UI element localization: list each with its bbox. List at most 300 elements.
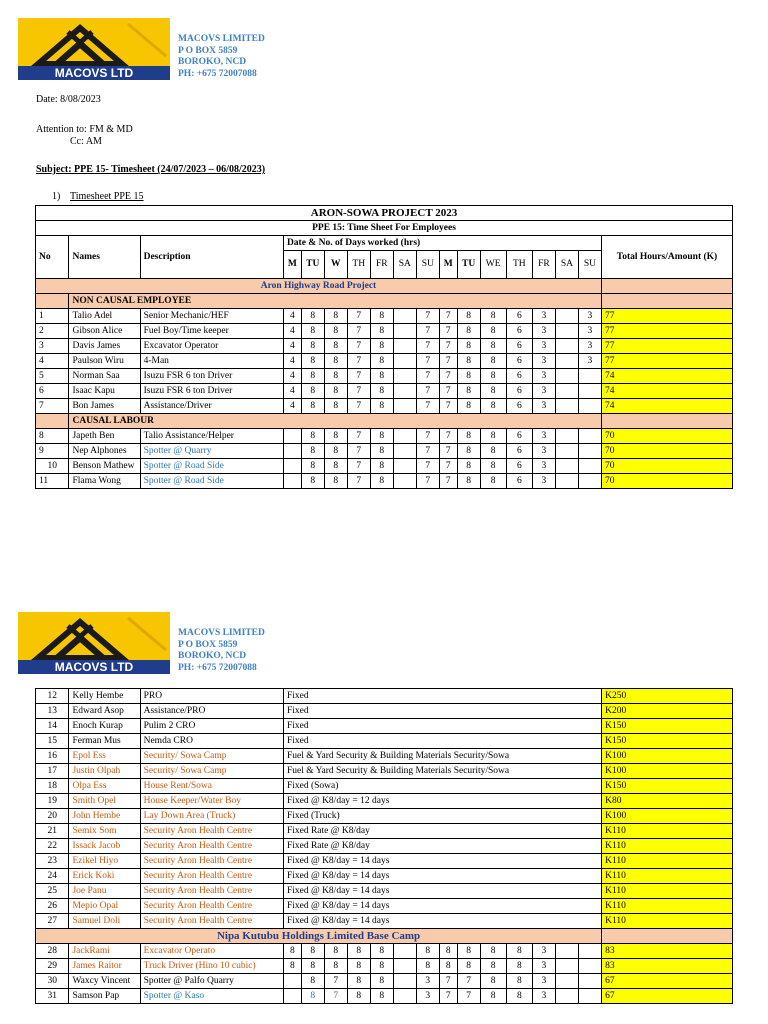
hours-cell: 3 bbox=[578, 354, 601, 369]
hours-cell: 8 bbox=[370, 309, 393, 324]
hours-cell: 7 bbox=[439, 474, 457, 489]
total-amount: 67 bbox=[602, 989, 733, 1004]
hours-cell: 7 bbox=[416, 429, 439, 444]
hours-cell: 8 bbox=[370, 459, 393, 474]
company-address bbox=[178, 628, 265, 674]
hours-cell: 8 bbox=[416, 959, 439, 974]
svg-text:MACOVS LTD: MACOVS LTD bbox=[54, 660, 134, 674]
company-box: P O BOX 5859 bbox=[178, 45, 238, 56]
hours-cell: 8 bbox=[480, 369, 506, 384]
hours-cell: 8 bbox=[480, 974, 506, 989]
table-row bbox=[36, 989, 733, 1004]
employee-description: Excavator Operator bbox=[140, 339, 283, 354]
hours-cell: 7 bbox=[439, 354, 457, 369]
employee-name: Edward Asop bbox=[69, 704, 140, 719]
hours-cell: 4 bbox=[283, 339, 301, 354]
hours-cell: 7 bbox=[416, 444, 439, 459]
table-row bbox=[36, 854, 733, 869]
hours-cell: 7 bbox=[416, 459, 439, 474]
hours-cell: 8 bbox=[324, 354, 347, 369]
hours-cell: 8 bbox=[370, 444, 393, 459]
total-amount: K110 bbox=[602, 914, 733, 929]
row-number: 20 bbox=[36, 809, 69, 824]
employee-description: Senior Mechanic/HEF bbox=[140, 309, 283, 324]
hours-cell: 8 bbox=[480, 959, 506, 974]
hours-cell: 8 bbox=[301, 369, 324, 384]
sheet-title: ARON-SOWA PROJECT 2023 bbox=[36, 206, 733, 221]
hours-cell bbox=[393, 444, 416, 459]
hours-cell bbox=[555, 354, 578, 369]
hours-cell: 6 bbox=[506, 459, 532, 474]
employee-description: Security Aron Health Centre bbox=[140, 884, 283, 899]
hours-cell: 8 bbox=[457, 354, 480, 369]
hours-cell: 8 bbox=[370, 429, 393, 444]
employee-name: Gibson Alice bbox=[69, 324, 140, 339]
hours-cell: 8 bbox=[283, 959, 301, 974]
hours-cell: 7 bbox=[439, 309, 457, 324]
total-amount: K110 bbox=[602, 869, 733, 884]
payment-note: Fixed @ K8/day = 14 days bbox=[283, 884, 601, 899]
hours-cell: 3 bbox=[532, 959, 555, 974]
day-header: W bbox=[324, 251, 347, 279]
hours-cell bbox=[393, 384, 416, 399]
row-number: 23 bbox=[36, 854, 69, 869]
table-row bbox=[36, 429, 733, 444]
hours-cell: 8 bbox=[457, 444, 480, 459]
hours-cell: 8 bbox=[324, 384, 347, 399]
employee-name: Enoch Kurap bbox=[69, 719, 140, 734]
table-row bbox=[36, 384, 733, 399]
table-row bbox=[36, 809, 733, 824]
total-amount: K110 bbox=[602, 899, 733, 914]
hours-cell bbox=[283, 429, 301, 444]
company-city: BOROKO, NCD bbox=[178, 651, 247, 661]
hours-cell: 7 bbox=[416, 399, 439, 414]
hours-cell bbox=[555, 989, 578, 1004]
svg-text:MACOVS LTD: MACOVS LTD bbox=[54, 66, 134, 80]
table-row bbox=[36, 734, 733, 749]
letter-date: Date: 8/08/2023 bbox=[36, 94, 101, 105]
table-row bbox=[36, 944, 733, 959]
employee-description: 4-Man bbox=[140, 354, 283, 369]
hours-cell: 7 bbox=[347, 309, 370, 324]
hours-cell: 8 bbox=[370, 474, 393, 489]
hours-cell: 8 bbox=[324, 339, 347, 354]
payment-note: Fixed bbox=[283, 719, 601, 734]
payment-note: Fixed Rate @ K8/day bbox=[283, 824, 601, 839]
company-city: BOROKO, NCD bbox=[178, 57, 247, 67]
hours-cell: 3 bbox=[578, 324, 601, 339]
employee-name: Smith Opel bbox=[69, 794, 140, 809]
total-amount: K80 bbox=[602, 794, 733, 809]
table-row bbox=[36, 794, 733, 809]
hours-cell bbox=[393, 989, 416, 1004]
row-number: 17 bbox=[36, 764, 69, 779]
hours-cell: 3 bbox=[532, 989, 555, 1004]
row-number: 22 bbox=[36, 839, 69, 854]
employee-name: Davis James bbox=[69, 339, 140, 354]
hours-cell bbox=[393, 399, 416, 414]
col-names: Names bbox=[69, 236, 140, 279]
hours-cell: 3 bbox=[416, 974, 439, 989]
hours-cell bbox=[555, 959, 578, 974]
hours-cell: 3 bbox=[532, 474, 555, 489]
hours-cell: 8 bbox=[347, 959, 370, 974]
payment-note: Fixed @ K8/day = 14 days bbox=[283, 899, 601, 914]
table-row bbox=[36, 749, 733, 764]
hours-cell: 8 bbox=[324, 324, 347, 339]
hours-cell: 8 bbox=[347, 989, 370, 1004]
day-header: M bbox=[439, 251, 457, 279]
hours-cell: 3 bbox=[532, 399, 555, 414]
hours-cell: 8 bbox=[457, 339, 480, 354]
employee-name: Erick Koki bbox=[69, 869, 140, 884]
hours-cell bbox=[578, 474, 601, 489]
employee-name: Samuel Doli bbox=[69, 914, 140, 929]
hours-cell: 7 bbox=[416, 324, 439, 339]
table-row bbox=[36, 459, 733, 474]
hours-cell: 8 bbox=[324, 459, 347, 474]
cc-line: Cc: AM bbox=[70, 136, 102, 147]
hours-cell: 8 bbox=[457, 959, 480, 974]
hours-cell: 4 bbox=[283, 384, 301, 399]
total-amount: 77 bbox=[601, 324, 732, 339]
hours-cell: 8 bbox=[370, 339, 393, 354]
hours-cell: 7 bbox=[416, 384, 439, 399]
hours-cell: 8 bbox=[370, 989, 393, 1004]
hours-cell: 7 bbox=[347, 429, 370, 444]
hours-cell: 8 bbox=[416, 944, 439, 959]
hours-cell bbox=[393, 974, 416, 989]
payment-note: Fixed Rate @ K8/day bbox=[283, 839, 601, 854]
employee-name: Issack Jacob bbox=[69, 839, 140, 854]
hours-cell bbox=[393, 309, 416, 324]
hours-cell: 8 bbox=[324, 444, 347, 459]
hours-cell bbox=[555, 429, 578, 444]
row-number: 28 bbox=[36, 944, 69, 959]
payment-note: Fuel & Yard Security & Building Materials Security/Sowa bbox=[283, 764, 601, 779]
attention-line: Attention to: FM & MD bbox=[36, 124, 133, 135]
hours-cell: 8 bbox=[370, 324, 393, 339]
employee-description: Security Aron Health Centre bbox=[140, 839, 283, 854]
hours-cell: 3 bbox=[532, 444, 555, 459]
table-row bbox=[36, 884, 733, 899]
row-number: 1 bbox=[36, 309, 69, 324]
hours-cell: 7 bbox=[416, 309, 439, 324]
employee-description: Spotter @ Kaso bbox=[140, 989, 283, 1004]
hours-cell: 8 bbox=[301, 339, 324, 354]
col-description: Description bbox=[140, 236, 283, 279]
day-header: SU bbox=[416, 251, 439, 279]
row-number: 7 bbox=[36, 399, 69, 414]
company-name: MACOVS LIMITED bbox=[178, 34, 265, 44]
hours-cell: 7 bbox=[439, 459, 457, 474]
hours-cell: 8 bbox=[457, 429, 480, 444]
hours-cell bbox=[578, 429, 601, 444]
employee-name: JackRami bbox=[69, 944, 140, 959]
employee-name: Samson Pap bbox=[69, 989, 140, 1004]
hours-cell: 3 bbox=[532, 369, 555, 384]
row-number: 12 bbox=[36, 689, 69, 704]
employee-description: Lay Down Area (Truck) bbox=[140, 809, 283, 824]
employee-name: John Hembe bbox=[69, 809, 140, 824]
total-amount: K250 bbox=[602, 689, 733, 704]
hours-cell: 7 bbox=[347, 324, 370, 339]
payment-note: Fixed bbox=[283, 689, 601, 704]
total-amount: K150 bbox=[602, 779, 733, 794]
table-row bbox=[36, 959, 733, 974]
hours-cell bbox=[393, 369, 416, 384]
hours-cell: 8 bbox=[506, 959, 532, 974]
employee-description: Talio Assistance/Helper bbox=[140, 429, 283, 444]
hours-cell: 3 bbox=[532, 324, 555, 339]
table-row bbox=[36, 764, 733, 779]
hours-cell: 7 bbox=[439, 384, 457, 399]
total-amount: K150 bbox=[602, 719, 733, 734]
row-number: 21 bbox=[36, 824, 69, 839]
company-logo bbox=[18, 612, 170, 674]
timesheet-table bbox=[35, 205, 733, 489]
table-row bbox=[36, 354, 733, 369]
hours-cell: 8 bbox=[480, 444, 506, 459]
day-header: FR bbox=[370, 251, 393, 279]
employee-name: Waxcy Vincent bbox=[69, 974, 140, 989]
total-amount: 77 bbox=[601, 339, 732, 354]
employee-description: Security Aron Health Centre bbox=[140, 824, 283, 839]
table-row bbox=[36, 914, 733, 929]
hours-cell: 3 bbox=[532, 974, 555, 989]
company-phone: PH: +675 72007088 bbox=[178, 662, 257, 673]
hours-cell: 8 bbox=[370, 974, 393, 989]
hours-cell bbox=[555, 974, 578, 989]
employee-name: Talio Adel bbox=[69, 309, 140, 324]
day-header: SA bbox=[393, 251, 416, 279]
hours-cell: 8 bbox=[324, 399, 347, 414]
hours-cell: 8 bbox=[370, 959, 393, 974]
hours-cell: 8 bbox=[457, 369, 480, 384]
hours-cell: 4 bbox=[283, 324, 301, 339]
row-number: 5 bbox=[36, 369, 69, 384]
employee-description: House Rent/Sowa bbox=[140, 779, 283, 794]
hours-cell: 6 bbox=[506, 369, 532, 384]
company-address bbox=[178, 34, 265, 80]
hours-cell bbox=[578, 989, 601, 1004]
group-causal: CAUSAL LABOUR bbox=[69, 414, 601, 429]
total-amount: K110 bbox=[602, 824, 733, 839]
employee-description: Fuel Boy/Time keeper bbox=[140, 324, 283, 339]
day-header: M bbox=[283, 251, 301, 279]
total-amount: 70 bbox=[601, 459, 732, 474]
hours-cell: 8 bbox=[457, 309, 480, 324]
employee-name: Mepio Opal bbox=[69, 899, 140, 914]
hours-cell bbox=[555, 944, 578, 959]
item-number: 1) bbox=[52, 191, 61, 202]
hours-cell: 8 bbox=[301, 309, 324, 324]
employee-name: Benson Mathew bbox=[69, 459, 140, 474]
hours-cell: 8 bbox=[480, 309, 506, 324]
row-number: 18 bbox=[36, 779, 69, 794]
row-number: 26 bbox=[36, 899, 69, 914]
hours-cell bbox=[555, 399, 578, 414]
total-amount: K100 bbox=[602, 809, 733, 824]
employee-name: Justin Olpah bbox=[69, 764, 140, 779]
employee-description: Security Aron Health Centre bbox=[140, 899, 283, 914]
row-number: 8 bbox=[36, 429, 69, 444]
table-row bbox=[36, 399, 733, 414]
timesheet-table-continued bbox=[35, 688, 733, 1004]
hours-cell: 7 bbox=[324, 989, 347, 1004]
total-amount: 70 bbox=[601, 429, 732, 444]
employee-description: Nemda CRO bbox=[140, 734, 283, 749]
hours-cell: 7 bbox=[347, 369, 370, 384]
employee-description: Excavator Operato bbox=[140, 944, 283, 959]
hours-cell: 3 bbox=[416, 989, 439, 1004]
hours-cell: 8 bbox=[301, 974, 324, 989]
hours-cell: 7 bbox=[347, 399, 370, 414]
hours-cell bbox=[283, 974, 301, 989]
total-amount: 83 bbox=[602, 944, 733, 959]
hours-cell: 7 bbox=[324, 974, 347, 989]
hours-cell: 3 bbox=[532, 384, 555, 399]
day-header: SU bbox=[578, 251, 601, 279]
table-row bbox=[36, 899, 733, 914]
day-header: TH bbox=[347, 251, 370, 279]
table-row bbox=[36, 719, 733, 734]
day-header: FR bbox=[532, 251, 555, 279]
row-number: 24 bbox=[36, 869, 69, 884]
hours-cell: 8 bbox=[457, 459, 480, 474]
hours-cell: 8 bbox=[506, 974, 532, 989]
hours-cell: 8 bbox=[324, 474, 347, 489]
table-row bbox=[36, 339, 733, 354]
total-amount: K110 bbox=[602, 839, 733, 854]
table-row bbox=[36, 779, 733, 794]
total-amount: K100 bbox=[602, 749, 733, 764]
camp-header: Nipa Kutubu Holdings Limited Base Camp bbox=[36, 929, 602, 944]
table-row bbox=[36, 324, 733, 339]
hours-cell bbox=[578, 944, 601, 959]
hours-cell bbox=[393, 429, 416, 444]
payment-note: Fixed @ K8/day = 14 days bbox=[283, 854, 601, 869]
row-number: 25 bbox=[36, 884, 69, 899]
hours-cell: 4 bbox=[283, 399, 301, 414]
hours-cell: 7 bbox=[439, 974, 457, 989]
hours-cell: 8 bbox=[301, 354, 324, 369]
row-number: 9 bbox=[36, 444, 69, 459]
total-amount: 67 bbox=[602, 974, 733, 989]
hours-cell: 6 bbox=[506, 354, 532, 369]
hours-cell: 8 bbox=[301, 959, 324, 974]
hours-cell: 8 bbox=[457, 944, 480, 959]
hours-cell: 8 bbox=[480, 354, 506, 369]
hours-cell bbox=[555, 474, 578, 489]
row-number: 30 bbox=[36, 974, 69, 989]
hours-cell: 6 bbox=[506, 444, 532, 459]
company-box: P O BOX 5859 bbox=[178, 639, 238, 650]
hours-cell: 7 bbox=[457, 974, 480, 989]
table-row bbox=[36, 309, 733, 324]
hours-cell: 3 bbox=[532, 339, 555, 354]
hours-cell: 6 bbox=[506, 384, 532, 399]
hours-cell: 8 bbox=[480, 399, 506, 414]
hours-cell: 7 bbox=[347, 354, 370, 369]
hours-cell: 8 bbox=[480, 989, 506, 1004]
row-number: 4 bbox=[36, 354, 69, 369]
payment-note: Fixed @ K8/day = 14 days bbox=[283, 914, 601, 929]
row-number: 3 bbox=[36, 339, 69, 354]
hours-cell: 3 bbox=[532, 309, 555, 324]
hours-cell: 6 bbox=[506, 474, 532, 489]
hours-cell: 7 bbox=[439, 399, 457, 414]
item-label: Timesheet PPE 15 bbox=[70, 191, 144, 202]
employee-name: Kelly Hembe bbox=[69, 689, 140, 704]
hours-cell bbox=[393, 324, 416, 339]
table-row bbox=[36, 704, 733, 719]
hours-cell bbox=[578, 369, 601, 384]
hours-cell: 8 bbox=[347, 944, 370, 959]
hours-cell: 3 bbox=[578, 339, 601, 354]
hours-cell: 7 bbox=[347, 459, 370, 474]
hours-cell: 8 bbox=[324, 369, 347, 384]
hours-cell: 8 bbox=[370, 369, 393, 384]
employee-name: Flama Wong bbox=[69, 474, 140, 489]
employee-name: Ezikel Hiyo bbox=[69, 854, 140, 869]
day-header: TU bbox=[457, 251, 480, 279]
employee-description: Spotter @ Quarry bbox=[140, 444, 283, 459]
row-number: 19 bbox=[36, 794, 69, 809]
hours-cell: 8 bbox=[301, 944, 324, 959]
hours-cell bbox=[393, 459, 416, 474]
hours-cell: 8 bbox=[480, 459, 506, 474]
hours-cell: 8 bbox=[347, 974, 370, 989]
hours-cell: 3 bbox=[532, 944, 555, 959]
row-number: 11 bbox=[36, 474, 69, 489]
hours-cell bbox=[393, 354, 416, 369]
row-number: 10 bbox=[36, 459, 69, 474]
date-header: Date & No. of Days worked (hrs) bbox=[283, 236, 601, 251]
hours-cell: 7 bbox=[416, 354, 439, 369]
hours-cell: 8 bbox=[439, 944, 457, 959]
hours-cell: 7 bbox=[439, 429, 457, 444]
row-number: 16 bbox=[36, 749, 69, 764]
row-number: 27 bbox=[36, 914, 69, 929]
employee-name: James Raitor bbox=[69, 959, 140, 974]
hours-cell: 8 bbox=[370, 384, 393, 399]
hours-cell bbox=[555, 309, 578, 324]
employee-name: Bon James bbox=[69, 399, 140, 414]
hours-cell: 7 bbox=[416, 474, 439, 489]
total-amount: K200 bbox=[602, 704, 733, 719]
row-number: 13 bbox=[36, 704, 69, 719]
table-row bbox=[36, 869, 733, 884]
hours-cell bbox=[555, 459, 578, 474]
hours-cell: 7 bbox=[347, 474, 370, 489]
employee-name: Epol Ess bbox=[69, 749, 140, 764]
employee-description: Assistance/Driver bbox=[140, 399, 283, 414]
hours-cell bbox=[393, 959, 416, 974]
company-phone: PH: +675 72007088 bbox=[178, 68, 257, 79]
row-number: 15 bbox=[36, 734, 69, 749]
hours-cell: 7 bbox=[439, 339, 457, 354]
total-amount: 74 bbox=[601, 369, 732, 384]
hours-cell: 8 bbox=[480, 384, 506, 399]
hours-cell: 3 bbox=[532, 354, 555, 369]
hours-cell: 8 bbox=[457, 324, 480, 339]
table-row bbox=[36, 474, 733, 489]
hours-cell: 4 bbox=[283, 309, 301, 324]
hours-cell: 3 bbox=[578, 309, 601, 324]
hours-cell bbox=[578, 444, 601, 459]
